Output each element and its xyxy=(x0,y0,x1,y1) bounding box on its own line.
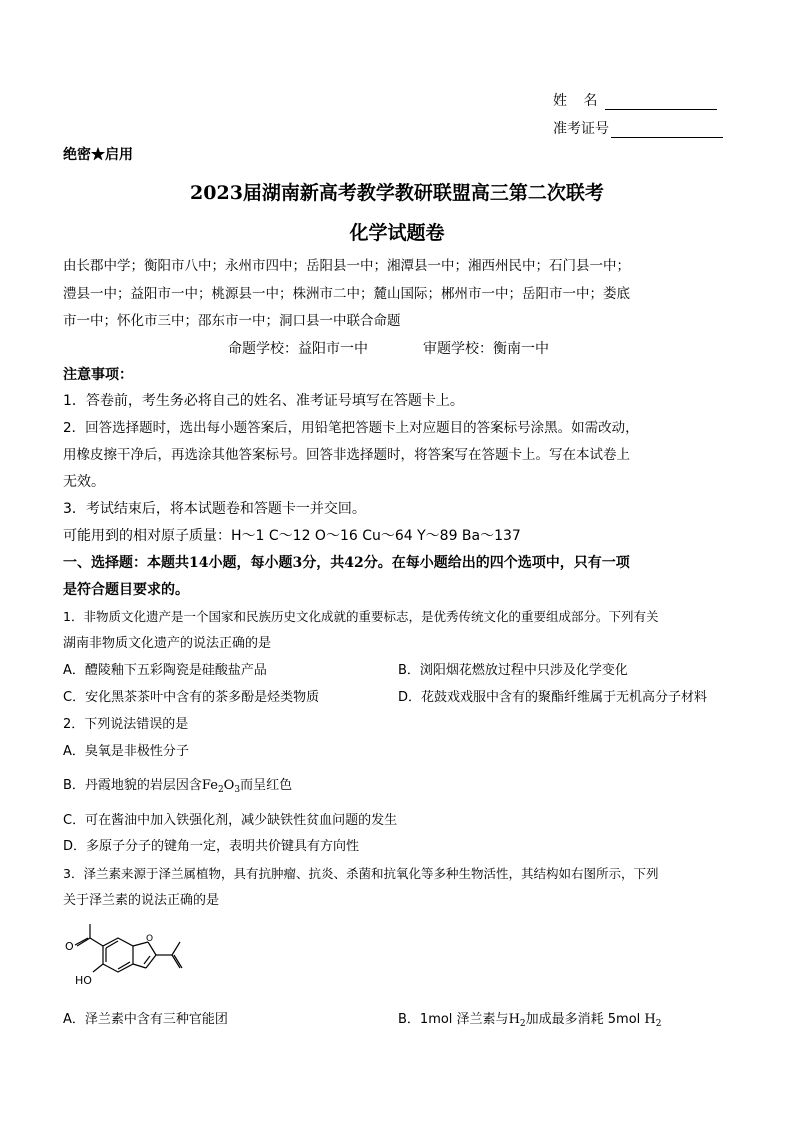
q3-option-b[interactable] xyxy=(398,1010,662,1034)
q3-h2-sub: 2 xyxy=(655,1019,662,1029)
schools-line-1: 由长郡中学；衡阳市八中；永州市四中；岳阳县一中；湘潭县一中；湘西州民中；石门县一中； xyxy=(63,258,630,274)
q3-option-a[interactable]: A．泽兰素中含有三种官能团 xyxy=(63,1012,228,1027)
q2-option-a[interactable]: A．臭氧是非极性分子 xyxy=(63,744,189,759)
q2-formula-sub-2: 3 xyxy=(234,785,241,795)
q3-h-sub: 2 xyxy=(519,1019,526,1029)
note-2a: 2．回答选择题时，选出每小题答案后，用铅笔把答题卡上对应题目的答案标号涂黑。如需改动， xyxy=(63,420,639,436)
q1-option-a[interactable]: A．醴陵釉下五彩陶瓷是硅酸盐产品 xyxy=(63,663,267,678)
note-1: 1．答卷前，考生务必将自己的姓名、准考证号填写在答题卡上。 xyxy=(63,393,464,409)
schools-line-3: 市一中；怀化市三中；邵东市一中；洞口县一中联合命题 xyxy=(63,313,401,329)
benzene-ring xyxy=(103,938,133,972)
q1-option-d[interactable]: D．花鼓戏戏服中含有的聚酯纤维属于无机高分子材料 xyxy=(398,690,708,705)
reviewer-school: 审题学校：衡南一中 xyxy=(423,341,549,357)
zelanin-structure-diagram xyxy=(60,918,220,998)
q1-stem-b: 湖南非物质文化遗产的说法正确的是 xyxy=(63,636,272,651)
exam-title: 2023届湖南新高考教学教研联盟高三第二次联考 xyxy=(190,182,604,204)
note-3: 3．考试结束后，将本试题卷和答题卡一并交回。 xyxy=(63,501,366,517)
name-label: 姓 名 xyxy=(553,93,604,109)
exam-id-blank[interactable] xyxy=(611,121,723,138)
section-1-heading-a: 一、选择题：本题共14小题，每小题3分，共42分。在每小题给出的四个选项中，只有一项 xyxy=(63,555,630,571)
exam-id-label: 准考证号 xyxy=(553,121,609,137)
secret-label: 绝密★启用 xyxy=(63,147,133,163)
q2-formula-fe: Fe xyxy=(201,778,218,793)
q3-stem-b: 关于泽兰素的说法正确的是 xyxy=(63,893,220,908)
structure-ring-o-atom: O xyxy=(146,934,154,944)
notes-heading: 注意事项： xyxy=(63,367,133,383)
q1-option-c[interactable]: C．安化黑茶茶叶中含有的茶多酚是烃类物质 xyxy=(63,690,320,705)
q3-stem-a: 3．泽兰素来源于泽兰属植物，具有抗肿瘤、抗炎、杀菌和抗氧化等多种生物活性，其结构如右图所示，下列 xyxy=(63,866,659,881)
schools-line-2: 澧县一中；益阳市一中；桃源县一中；株洲市二中；麓山国际；郴州市一中；岳阳市一中；娄底 xyxy=(63,286,630,302)
name-field[interactable] xyxy=(553,90,717,110)
q2-formula-sub-1: 2 xyxy=(217,785,224,795)
q2-option-d[interactable]: D．多原子分子的键角一定，表明共价键具有方向性 xyxy=(63,839,360,854)
q3-h2-symbol: H xyxy=(644,1012,656,1027)
name-blank[interactable] xyxy=(605,93,717,110)
proposer-school: 命题学校：益阳市一中 xyxy=(228,341,368,357)
q3-h-symbol: H xyxy=(508,1012,520,1027)
q1-option-b[interactable]: B．浏阳烟花燃放过程中只涉及化学变化 xyxy=(398,663,628,678)
q2-option-c[interactable]: C．可在酱油中加入铁强化剂，减少缺铁性贫血问题的发生 xyxy=(63,813,398,828)
q2-option-b[interactable] xyxy=(63,776,292,800)
note-2b: 用橡皮擦干净后，再选涂其他答案标号。回答非选择题时，将答案写在答题卡上。写在本试卷上 xyxy=(63,447,630,463)
structure-ho-label: HO xyxy=(75,974,92,987)
q2-option-b-pre: B．丹霞地貌的岩层因含 xyxy=(63,778,202,793)
structure-o-atom: O xyxy=(65,940,74,953)
exam-id-field[interactable] xyxy=(553,118,723,138)
atomic-masses: 可能用到的相对原子质量：H～1 C～12 O～16 Cu～64 Y～89 Ba～137 xyxy=(63,528,521,544)
q2-stem: 2．下列说法错误的是 xyxy=(63,717,189,732)
q1-stem-a: 1．非物质文化遗产是一个国家和民族历史文化成就的重要标志，是优秀传统文化的重要组成部分。下列有关 xyxy=(63,609,659,624)
q2-formula-o: O xyxy=(223,778,235,793)
section-1-heading-b: 是符合题目要求的。 xyxy=(63,582,189,598)
paper-subtitle: 化学试题卷 xyxy=(349,222,445,244)
q3-option-b-pre: B．1mol 泽兰素与 xyxy=(398,1012,509,1027)
note-2c: 无效。 xyxy=(63,474,105,490)
q3-option-b-mid: 加成最多消耗 5mol xyxy=(525,1012,641,1027)
q2-option-b-post: 而呈红色 xyxy=(240,778,293,793)
